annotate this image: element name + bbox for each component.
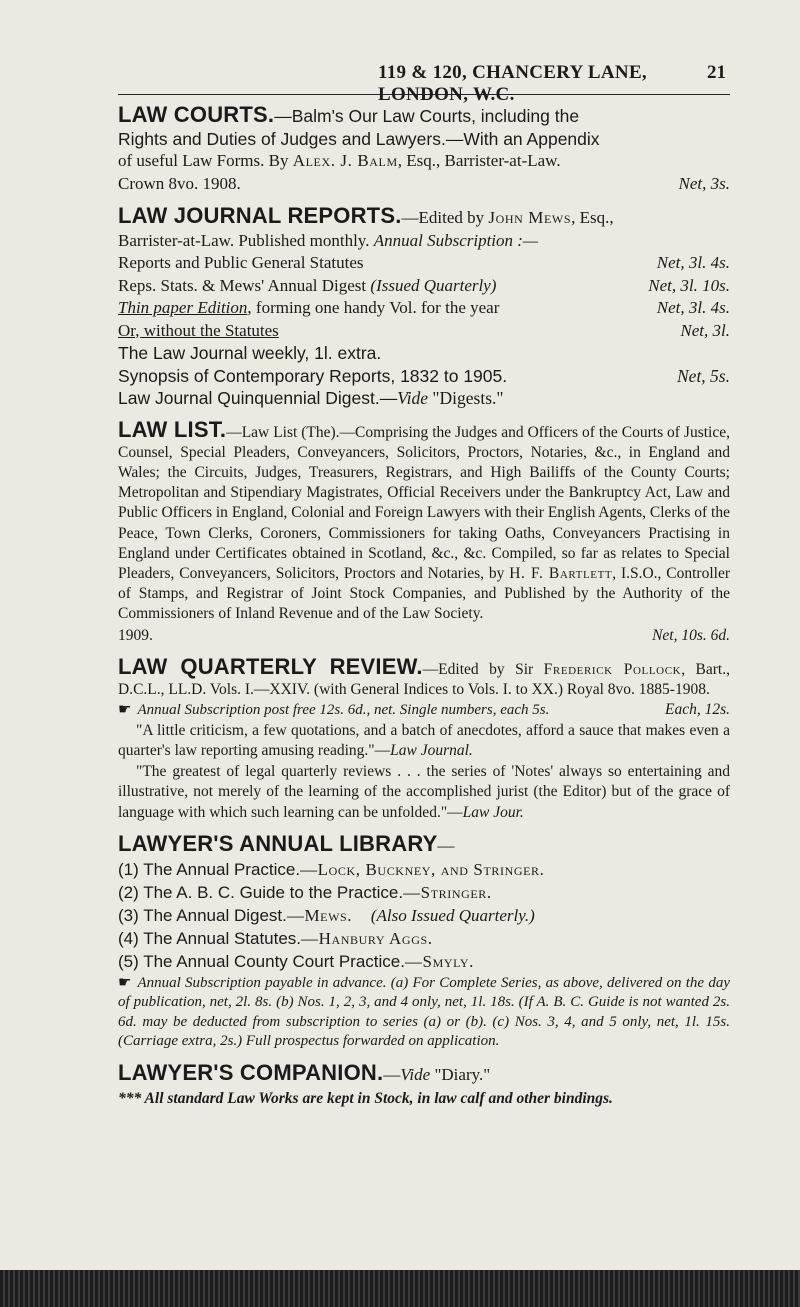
item-editors: —Hanbury Aggs. <box>301 928 433 948</box>
vide-ref: Vide <box>400 1064 431 1084</box>
quote-source: Law Journal. <box>390 742 473 760</box>
price: Net, 5s. <box>677 365 730 386</box>
price: Net, 10s. 6d. <box>652 626 730 644</box>
header-rule <box>118 94 730 95</box>
item-title: The Annual Digest. <box>143 905 287 925</box>
list-item <box>118 881 730 904</box>
subscription-note: Annual Subscription post free 12s. 6d., net. Single numbers, each 5s. <box>137 702 550 719</box>
item-editors: —Lock, Buckney, and Stringer. <box>300 859 545 879</box>
entry-lawyers-companion <box>118 1059 730 1087</box>
entry-law-quarterly-review <box>118 654 730 823</box>
editor-name: Frederick Pollock <box>543 661 682 679</box>
vide-ref: Vide <box>397 388 428 408</box>
price: Net, 3s. <box>678 173 730 193</box>
item-number: (3) <box>118 905 139 925</box>
entry-text: Barrister-at-Law. Published monthly. <box>118 230 374 250</box>
entry-text: of useful Law Forms. By <box>118 151 293 170</box>
compiler-name: H. F. Bartlett <box>509 564 613 582</box>
cross-reference: "Diary." <box>430 1064 491 1084</box>
price: Each, 12s. <box>664 701 730 719</box>
list-item <box>118 904 730 927</box>
item-title: The Annual Practice. <box>143 859 301 879</box>
entry-lead: , Esq., <box>571 208 614 227</box>
quote-source: Law Jour. <box>462 803 524 821</box>
item-title: The Annual Statutes. <box>143 928 302 948</box>
item-editors: —Smyly. <box>404 951 474 971</box>
list-item <box>118 858 730 881</box>
cross-reference: "Digests." <box>427 388 504 408</box>
entry-heading: LAW LIST. <box>118 416 227 442</box>
author-name: Alex. J. Balm <box>292 151 398 170</box>
entry-heading: LAW QUARTERLY REVIEW. <box>118 654 423 680</box>
publisher-address: 119 & 120, CHANCERY LANE, LONDON, W.C. <box>378 62 647 105</box>
review-quote: "A little criticism, a few quotations, and a batch of anecdotes, afford a sauce that makes even a quarter's law reporting amusing reading."— <box>118 721 730 760</box>
item-title: The A. B. C. Guide to the Practice. <box>143 882 404 902</box>
entry-lead: —Edited by Sir <box>422 661 544 679</box>
item-number: (2) <box>118 882 139 902</box>
price-row-label: Thin paper Edition <box>118 298 248 317</box>
entry-heading: LAWYER'S COMPANION. <box>118 1059 384 1085</box>
price: Net, 3l. 4s. <box>656 298 730 317</box>
digest-title: Law Journal Quinquennial Digest.— <box>118 388 398 408</box>
item-number: (4) <box>118 928 139 948</box>
pointing-hand-icon: ☛ <box>118 972 132 991</box>
item-extra: (Also Issued Quarterly.) <box>370 905 535 925</box>
entry-lead: —Edited by <box>401 208 489 227</box>
subscription-label: Annual Subscription :— <box>373 230 539 250</box>
running-head <box>118 0 730 104</box>
entry-body: —Law List (The).—Comprising the Judges and Officers of the Courts of Justice, Counsel, Special Pleaders, Conveyancers, Solicitors, Proctors, Notaries, &c., in England and Wales; the Circuits, Judges, Treasurers, Registrars, and High Bailiffs of the County Courts; Metropolitan and Stipendiary Magistrates, Official Receivers under the Bankruptcy Act, Law and Public Officers in England, Colonial and Foreign Lawyers with their English Agents, Clerks of the Peace, Town Clerks, Coroners, Commissioners for taking Oaths, Conveyancers Practising in England under Certificates obtained in Scotland, &c., &c. Compiled, so far as relates to Special Pleaders, Conveyancers, Solicitors, Proctors and Notaries, by <box>118 423 730 582</box>
entry-text: , Esq., Barrister-at-Law. <box>397 151 561 170</box>
entry-law-journal-reports <box>118 205 730 410</box>
item-number: (1) <box>118 859 139 879</box>
price: Net, 3l. <box>680 320 730 340</box>
price-row-note: , forming one handy Vol. for the year <box>247 298 500 317</box>
price-row-label: Reports and Public General Statutes <box>118 253 364 272</box>
list-item <box>118 950 730 973</box>
footer-note: *** All standard Law Works are kept in Stock, in law calf and other bindings. <box>118 1090 613 1108</box>
entry-lead: —Balm's Our Law Courts, including the <box>274 106 580 126</box>
price: Net, 3l. 4s. <box>656 253 730 272</box>
editor-name: John Mews <box>488 208 572 227</box>
price-row-label: Or, without the Statutes <box>118 320 279 340</box>
weekly-note: The Law Journal weekly, 1l. extra. <box>118 343 382 363</box>
entry-line: Rights and Duties of Judges and Lawyers.—With an Appendix <box>118 128 600 149</box>
entry-heading: LAW JOURNAL REPORTS. <box>118 203 402 228</box>
price-row-label: Reps. Stats. & Mews' Annual Digest <box>118 275 371 295</box>
subscription-note: Annual Subscription payable in advance. (a) For Complete Series, as above, delivered on the day of publication, net, 2l. 8s. (b) Nos. 1, 2, 3, and 4 only, net, 1l. 18s. (If A. B. C. Guide is not wanted 2s. 6d. may be deducted from subscription to series (a) or (b). (c) Nos. 3, 4, and 5 only, net, 1l. 15s. (Carriage extra, 2s.) Full prospectus forwarded on application. <box>118 974 730 1050</box>
entry-heading: LAW COURTS. <box>118 102 275 127</box>
pointing-hand-icon: ☛ <box>118 700 132 719</box>
item-editors: —Stringer. <box>403 882 492 902</box>
entry-heading: LAWYER'S ANNUAL LIBRARY <box>118 831 438 857</box>
entry-body: , I.S.O., Controller of Stamps, and Registrar of Joint Stock Companies, and Published by the Authority of the Commissioners of Inland Revenue and of the Law Society. <box>118 564 731 623</box>
entry-lawyers-annual-library <box>118 833 730 1052</box>
entry-law-list <box>118 416 731 648</box>
item-title: The Annual County Court Practice. <box>143 951 405 971</box>
scan-edge-band <box>0 1270 800 1307</box>
price-row-note: (Issued Quarterly) <box>370 275 497 295</box>
entry-law-courts <box>118 104 730 195</box>
price: Net, 3l. 10s. <box>648 275 730 295</box>
item-editors: —Mews. <box>286 905 353 925</box>
page-number: 21 <box>707 62 726 83</box>
entry-body: , Bart., D.C.L., LL.D. Vols. I.—XXIV. (with General Indices to Vols. I. to XX.) Royal 8vo. 1885-1908. <box>118 661 730 699</box>
list-item <box>118 927 730 950</box>
synopsis-title: Synopsis of Contemporary Reports, 1832 to 1905. <box>118 365 508 386</box>
entry-lead: — <box>383 1064 401 1084</box>
edition-info: Crown 8vo. 1908. <box>118 173 241 193</box>
review-quote: "The greatest of legal quarterly reviews . . . the series of 'Notes' always so entertaining and illustrative, not merely of the learning of the accomplished jurist (the Editor) but of the grace of language with which such learning can be unfolded."— <box>118 762 730 821</box>
item-number: (5) <box>118 951 139 971</box>
heading-dash: — <box>437 836 455 856</box>
edition-year: 1909. <box>118 626 153 644</box>
